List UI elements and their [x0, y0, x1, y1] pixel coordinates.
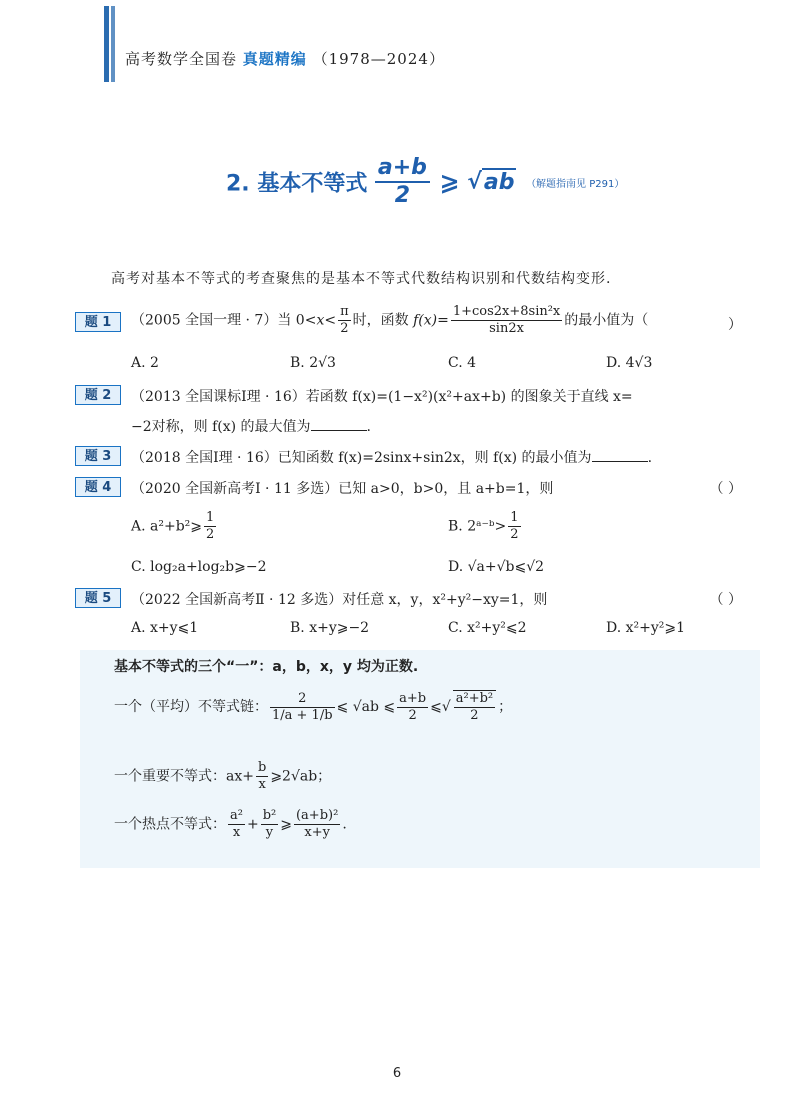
chain-am-den: 2 [408, 707, 417, 723]
header-years: （1978—2024） [312, 50, 445, 68]
q5-option-d: D. x²+y²⩾1 [606, 620, 686, 636]
title-fraction [375, 155, 430, 209]
header-prefix: 高考数学全国卷 [125, 50, 238, 68]
hot-b-den: y [265, 825, 274, 840]
q4-option-c: C. log₂a+log₂b⩾−2 [131, 559, 267, 575]
q1-option-a: A. 2 [131, 355, 159, 371]
chain-qm-frac [453, 690, 496, 724]
q5-paren: （ ） [709, 592, 742, 608]
chain-rest2: ⩽ [430, 699, 442, 715]
q1-text1: 当 0< [277, 312, 317, 329]
q1-pi-frac [338, 304, 351, 337]
q5-option-c: C. x²+y²⩽2 [448, 620, 527, 636]
question-5-line1: （2022 全国新高考Ⅱ · 12 多选）对任意 x，y，x²+y²−xy=1，则 [131, 592, 548, 608]
q4-b-text: B. 2ᵃ⁻ᵇ> [448, 518, 507, 535]
hot-end: . [342, 816, 347, 833]
header-bars [104, 6, 116, 82]
hot-b-frac [261, 808, 279, 841]
title-frac-den: 2 [394, 183, 411, 208]
q4-a-den: 2 [206, 527, 215, 542]
q1-text3: 时，函数 [352, 312, 409, 329]
q1-fx: f(x)= [413, 312, 449, 329]
q1-pi-den: 2 [340, 321, 349, 336]
q2-line2a: −2对称，则 f(x) 的最大值为 [131, 419, 311, 435]
q1-x: x [316, 312, 325, 329]
q4-b-den: 2 [510, 527, 519, 542]
q4-paren: （ ） [709, 481, 742, 497]
title-frac-num: a+b [375, 155, 430, 183]
chain-qm-num: a²+b² [455, 691, 494, 706]
q4-b-frac [508, 510, 520, 543]
chain-am-num: a+b [399, 690, 427, 706]
question-2-line1: （2013 全国课标Ⅰ理 · 16）若函数 f(x)=(1−x²)(x²+ax+b) 的图象关于直线 x= [131, 389, 633, 405]
q3-end: . [647, 450, 653, 466]
q1-option-b: B. 2√3 [290, 355, 336, 371]
hot-geq: ⩾ [280, 816, 292, 833]
question-tag-2: 题 2 [75, 385, 121, 405]
q2-line2b: . [366, 419, 371, 435]
hot-label: 一个热点不等式： [114, 816, 226, 833]
title-root [467, 168, 516, 195]
question-1-text [131, 304, 648, 337]
header-highlight: 真题精编 [242, 50, 307, 68]
question-3-line1 [131, 447, 652, 467]
section-title [226, 155, 624, 215]
question-tag-5: 题 5 [75, 588, 121, 608]
tip-heading: 基本不等式的三个“一”：a，b，x，y 均为正数. [114, 659, 419, 675]
q1-f-den: sin2x [489, 321, 524, 336]
tip-hot [114, 808, 347, 841]
q4-a-frac [204, 510, 216, 543]
title-root-sym: √ [467, 169, 482, 195]
q4-option-b [448, 510, 523, 543]
chain-end: ； [498, 699, 513, 715]
question-tag-3: 题 3 [75, 446, 121, 466]
important-frac [256, 760, 268, 793]
chain-qm-den: 2 [470, 708, 479, 723]
q1-f-frac [451, 304, 562, 337]
q1-option-d: D. 4√3 [606, 355, 653, 371]
q3-answer-blank[interactable] [592, 449, 648, 462]
q5-option-a: A. x+y⩽1 [131, 620, 199, 636]
title-guide: （解题指南见 P291） [526, 178, 625, 190]
q1-source: （2005 全国一理 · 7） [131, 312, 278, 329]
q1-paren: ） [728, 317, 742, 333]
q1-text2: < [324, 312, 337, 329]
tip-chain: 一个（平均）不等式链： $\frac{2}{1/a + 1/b}$ ⩽ √ab ⩽ $\frac{a+b}{2}$ ⩽√ $\frac{\text{a²+b²}}{2}$ ； [114, 690, 513, 723]
q4-b-num: 1 [510, 510, 519, 525]
chain-label: 一个（平均）不等式链： [114, 699, 268, 715]
question-tag-1: 题 1 [75, 312, 121, 332]
hot-a-num: a² [230, 808, 243, 823]
running-header [125, 48, 445, 69]
hot-a-frac [228, 808, 245, 841]
important-label: 一个重要不等式：ax+ [114, 768, 254, 785]
tip-important [114, 760, 331, 793]
page-number: 6 [392, 1066, 402, 1081]
chain-am-frac [397, 691, 428, 724]
q1-option-c: C. 4 [448, 355, 477, 371]
q4-a-num: 1 [206, 510, 215, 525]
hot-r-frac [294, 808, 340, 841]
q1-f-num: 1+cos2x+8sin²x [452, 304, 561, 319]
title-root-arg: ab [483, 169, 515, 195]
q4-option-a [131, 510, 218, 543]
chain-rest1: ⩽ √ab ⩽ [336, 699, 396, 715]
important-den: x [258, 777, 266, 792]
question-4-line1: （2020 全国新高考Ⅰ · 11 多选）已知 a>0，b>0，且 a+b=1，则 [131, 481, 554, 497]
q3-line1: （2018 全国Ⅰ理 · 16）已知函数 f(x)=2sinx+sin2x，则 f(x) 的最小值为 [131, 450, 592, 466]
important-rest: ⩾2√ab； [270, 768, 332, 785]
hot-a-den: x [232, 825, 241, 840]
hot-r-den: x+y [304, 825, 330, 840]
title-main: 2. 基本不等式 [226, 171, 368, 197]
q5-option-b: B. x+y⩾−2 [290, 620, 370, 636]
hot-r-num: (a+b)² [295, 808, 339, 823]
q1-pi-num: π [340, 304, 349, 319]
q1-text4: 的最小值为（ [564, 312, 649, 329]
q4-a-text: A. a²+b²⩾ [131, 518, 203, 535]
q4-option-d: D. √a+√b⩽√2 [448, 559, 545, 575]
question-tag-4: 题 4 [75, 477, 121, 497]
hot-plus: + [246, 816, 259, 833]
hot-b-num: b² [262, 808, 277, 823]
title-relation: ⩾ [439, 168, 460, 196]
question-2-line2 [131, 416, 371, 436]
chain-hm-den: 1/a + 1/b [272, 707, 333, 723]
important-num: b [257, 760, 267, 775]
chain-hm-frac [270, 691, 335, 724]
q2-answer-blank[interactable] [311, 418, 367, 431]
intro-text: 高考对基本不等式的考查聚焦的是基本不等式代数结构识别和代数结构变形. [111, 271, 612, 287]
chain-hm-num: 2 [270, 691, 335, 708]
